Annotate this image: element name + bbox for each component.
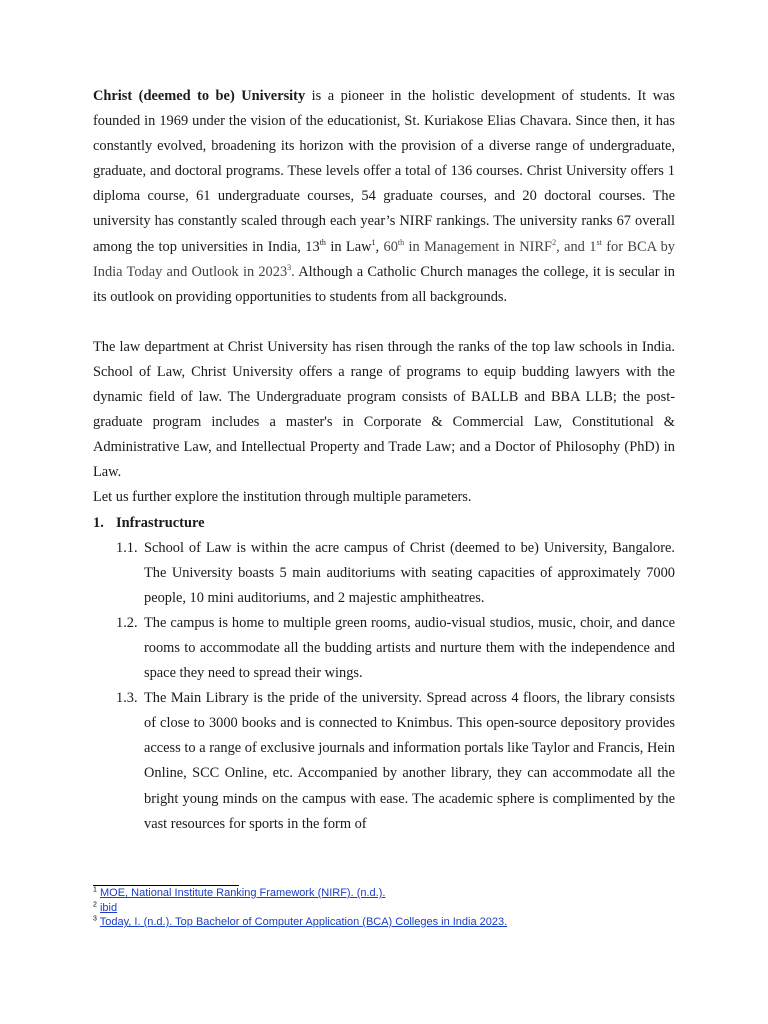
section-title: Infrastructure [116,514,205,531]
list-item: 1.3. The Main Library is the pride of the university. Spread across 4 floors, the library consists of close to 3000 books and is connected to Knimbus. This open-source depository provides access to a range of exclusive journals and information portals like Taylor and Francis, Hein Online, SCC Online, etc. Accompanied by another library, they can accommodate all the bright young minds on the campus with ease. The academic sphere is complimented by the vast resources for sports in the form of [93,686,675,837]
item-number: 1.1. [116,539,138,556]
explore-paragraph: Let us further explore the institution through multiple parameters. [93,489,472,506]
footnote-ref-1[interactable]: 1 [371,237,376,247]
list-item: 1.1. School of Law is within the acre campus of Christ (deemed to be) University, Bangalore. The University boasts 5 main auditoriums with seating capacities of approximately 7000 people, 10 mini auditoriums, and 2 majestic amphitheatres. [93,536,675,611]
footnote-ref-2[interactable]: 2 [552,237,557,247]
intro-paragraph: Christ (deemed to be) University is a pioneer in the holistic development of students. It was founded in 1969 under the vision of the educationist, St. Kuriakose Elias Chavara. Since then, it has constantly evolved, broadening its horizon with the provision of a diverse range of undergraduate, graduate, and doctoral programs. These levels offer a total of 136 courses. Christ University offers 1 diploma course, 61 undergraduate courses, 54 graduate courses, and 20 doctoral courses. The university has constantly scaled through each year’s NIRF rankings. The university ranks 67 overall among the top universities in India, 13th in Law$^1$, 60th in Management in NIRF$^2$, and 1st for BCA by India Today and Outlook in 2023$^3$. Although a Catholic Church manages the college, it is secular in its outlook on providing opportunities to students from all backgrounds. [93,88,676,305]
item-number: 1.3. [116,690,138,707]
footnote-link-3[interactable]: Today, I. (n.d.). Top Bachelor of Computer Application (BCA) Colleges in India 2023. [99,916,508,928]
footnote-item: $^1$ MOE, National Institute Ranking Framework (NIRF). (n.d.). [93,886,386,899]
footnote-link-2[interactable]: ibid [99,901,118,914]
footnotes [93,886,693,930]
document-body [93,84,675,837]
list-item: 1.2. The campus is home to multiple green rooms, audio-visual studios, music, choir, and dance rooms to accommodate all the budding artists and nurture them with the independence and space they need to spread their wings. [93,611,675,686]
footnote-item: $^3$ Today, I. (n.d.). Top Bachelor of Computer Application (BCA) Colleges in India 2023. [93,915,508,928]
law-department-paragraph: The law department at Christ University has risen through the ranks of the top law schools in India. School of Law, Christ University offers a range of programs to equip budding lawyers with the dynamic field of law. The Undergraduate program consists of BALLB and BBA LLB; the post-graduate program includes a master's in Corporate & Commercial Law, Constitutional & Administrative Law, and Intellectual Property and Trade Law; and a Doctor of Philosophy (PhD) in Law. [93,338,675,481]
section-heading [93,511,675,536]
footnote-ref-3[interactable]: 3 [287,262,292,272]
footnote-link-1[interactable]: MOE, National Institute Ranking Framework (NIRF). (n.d.). [99,887,386,899]
item-number: 1.2. [116,614,138,631]
footnote-item: $^2$ ibid [93,900,118,914]
university-name: Christ (deemed to be) University [93,88,306,104]
section-number: 1. [93,514,104,531]
